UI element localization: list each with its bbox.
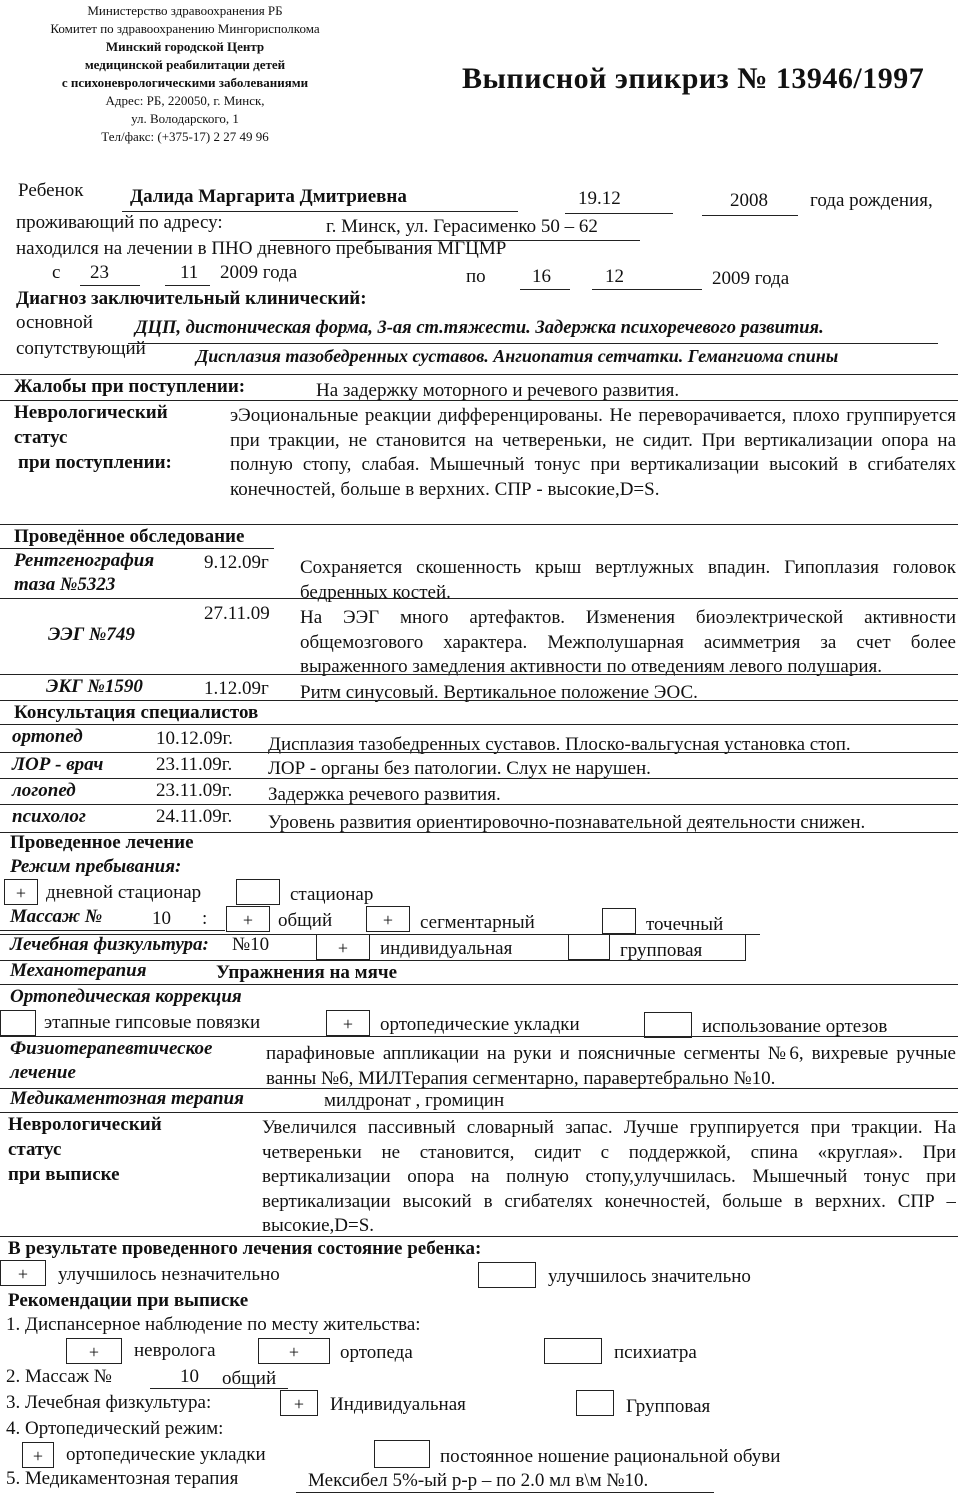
phone-line: Тел/факс: (+375-17) 2 27 49 96 bbox=[101, 129, 269, 144]
from-year: 2009 года bbox=[220, 262, 298, 283]
main-diagnosis-label: основной bbox=[16, 312, 93, 333]
neuro-out-label-1: Неврологический bbox=[8, 1114, 162, 1135]
result-heading: В результате проведенного лечения состояние ребенка: bbox=[8, 1238, 482, 1259]
rec-lfk-ind-label: Индивидуальная bbox=[330, 1394, 466, 1415]
consult-text-ent: ЛОР - органы без патологии. Слух не нарушен. bbox=[268, 758, 651, 779]
massage-label: Массаж № bbox=[10, 906, 103, 927]
xray-text: Сохраняется скошенность крыш вертлужных впадин. Гипоплазия головок бедренных костей. bbox=[300, 557, 956, 603]
recs-heading: Рекомендации при выписке bbox=[8, 1290, 249, 1311]
neuro-out-label-3: при выписке bbox=[8, 1164, 120, 1185]
treatment-line: находился на лечении в ПНО дневного пребывания МГЦМР bbox=[16, 238, 507, 259]
inpatient-checkbox[interactable] bbox=[236, 879, 280, 905]
rec-shoes-checkbox[interactable] bbox=[374, 1440, 430, 1468]
document-title: Выписной эпикриз № 13946/1997 bbox=[462, 62, 925, 95]
ortho-cast-label: этапные гипсовые повязки bbox=[44, 1012, 261, 1033]
from-day: 23 bbox=[90, 262, 109, 283]
ortho-lay-label: ортопедические укладки bbox=[380, 1014, 580, 1035]
lfk-individual-label: индивидуальная bbox=[380, 938, 513, 959]
ministry-line: Министерство здравоохранения РБ bbox=[87, 3, 283, 18]
diagnosis-heading: Диагноз заключительный клинический: bbox=[16, 288, 367, 309]
consult-date-speech: 23.11.09г. bbox=[156, 780, 233, 801]
patient-address: г. Минск, ул. Герасименко 50 – 62 bbox=[326, 216, 598, 237]
dob-suffix: года рождения, bbox=[810, 190, 933, 211]
rec-2-type: общий bbox=[222, 1368, 277, 1389]
patient-name: Далида Маргарита Дмитриевна bbox=[130, 186, 407, 207]
complaints-label: Жалобы при поступлении: bbox=[14, 376, 246, 397]
eeg-text: На ЭЭГ много артефактов. Изменения биоэлектрической активности общемозгового характера. Межполушарная асимметрия за счет более выраженного замедления активности по отведениям левого полушария. bbox=[300, 607, 956, 677]
rec-4: 4. Ортопедический режим: bbox=[6, 1418, 224, 1439]
massage-colon: : bbox=[202, 908, 208, 929]
consult-text-ortho: Дисплазия тазобедренных суставов. Плоско-вальгусная установка стоп. bbox=[268, 734, 851, 755]
rec-ortho-label: ортопеда bbox=[340, 1342, 413, 1363]
consult-date-ent: 23.11.09г. bbox=[156, 754, 233, 775]
physio-label-1: Физиотерапевтическое bbox=[10, 1038, 213, 1059]
mechanotherapy-label: Механотерапия bbox=[10, 960, 147, 981]
from-label: с bbox=[52, 262, 61, 283]
consult-text-speech: Задержка речевого развития. bbox=[268, 784, 501, 805]
consult-spec-ent: ЛОР - врач bbox=[12, 754, 104, 775]
xray-label-2: таза №5323 bbox=[14, 574, 116, 595]
rec-2: 2. Массаж № bbox=[6, 1366, 112, 1387]
medication-text: милдронат , громицин bbox=[324, 1090, 505, 1111]
ortho-lay-checkbox[interactable]: + bbox=[326, 1010, 370, 1036]
committee-line: Комитет по здравоохранению Мингорисполкома bbox=[50, 21, 320, 36]
xray-label-1: Рентгенография bbox=[14, 550, 155, 571]
consult-spec-psych: психолог bbox=[12, 806, 86, 827]
eeg-label: ЭЭГ №749 bbox=[48, 624, 135, 645]
medication-label: Медикаментозная терапия bbox=[10, 1088, 244, 1109]
main-diagnosis: ДЦП, дистоническая форма, 3-ая ст.тяжести. Задержка психоречевого развития. bbox=[135, 318, 824, 338]
massage-point-label: точечный bbox=[646, 914, 724, 935]
neuro-out-label-2: статус bbox=[8, 1139, 62, 1160]
massage-general-label: общий bbox=[278, 910, 333, 931]
to-day: 16 bbox=[532, 266, 551, 287]
rec-2-number: 10 bbox=[180, 1366, 199, 1387]
day-stay-label: дневной стационар bbox=[46, 882, 202, 903]
to-label: по bbox=[466, 266, 486, 287]
lfk-label: Лечебная физкультура: bbox=[10, 934, 209, 955]
ortho-orthosis-label: использование ортезов bbox=[702, 1016, 888, 1037]
rec-5: 5. Медикаментозная терапия bbox=[6, 1468, 239, 1489]
rec-lfk-group-checkbox[interactable] bbox=[576, 1390, 614, 1416]
ortho-orthosis-checkbox[interactable] bbox=[644, 1012, 692, 1038]
rec-shoes-label: постоянное ношение рациональной обуви bbox=[440, 1446, 781, 1467]
rec-lfk-group-label: Групповая bbox=[626, 1396, 711, 1417]
result-slight-label: улучшилось незначительно bbox=[58, 1264, 280, 1285]
rec-neuro-checkbox[interactable]: + bbox=[66, 1338, 122, 1364]
rec-psych-checkbox[interactable] bbox=[544, 1338, 602, 1364]
rec-lfk-ind-checkbox[interactable]: + bbox=[280, 1390, 318, 1416]
ortho-cast-checkbox[interactable] bbox=[0, 1010, 36, 1036]
lfk-group-label: групповая bbox=[620, 940, 703, 961]
rec-ortho-lay-checkbox[interactable]: + bbox=[22, 1442, 54, 1468]
rec-neuro-label: невролога bbox=[134, 1340, 216, 1361]
secondary-diagnosis-label: сопутствующий bbox=[16, 338, 146, 359]
ecg-date: 1.12.09г bbox=[204, 678, 269, 699]
massage-point-checkbox[interactable] bbox=[602, 908, 636, 934]
rec-ortho-lay-label: ортопедические укладки bbox=[66, 1444, 266, 1465]
center-line-2: медицинской реабилитации детей bbox=[84, 57, 286, 72]
lfk-number: №10 bbox=[232, 934, 270, 955]
massage-number: 10 bbox=[152, 908, 171, 929]
street-line: ул. Володарского, 1 bbox=[131, 111, 239, 126]
inpatient-label: стационар bbox=[290, 884, 374, 905]
treatment-heading: Проведенное лечение bbox=[10, 832, 194, 853]
result-significant-label: улучшилось значительно bbox=[548, 1266, 751, 1287]
dob-day: 19.12 bbox=[578, 188, 621, 209]
secondary-diagnosis: Дисплазия тазобедренных суставов. Ангиопатия сетчатки. Гемангиома спины bbox=[196, 346, 839, 366]
rec-5-text: Мексибел 5%-ый р-р – по 2.0 мл в\м №10. bbox=[308, 1470, 649, 1491]
consult-spec-ortho: ортопед bbox=[12, 726, 83, 747]
neuro-in-text: эЭоциональные реакции дифференцированы. Не переворачивается, плохо группируется при тракции, не становится на четвереньки, не сидит. При вертикализации опора на полную стопу, слабая. Мышечный тонус при вертикализации высокий в сгибателях конечностей, больше в верхних. СПР - высокие,D=S. bbox=[230, 405, 956, 500]
massage-seg-label: сегментарный bbox=[420, 912, 535, 933]
eeg-date: 27.11.09 bbox=[204, 603, 270, 624]
rec-3: 3. Лечебная физкультура: bbox=[6, 1392, 212, 1413]
result-significant-checkbox[interactable] bbox=[478, 1262, 536, 1288]
neuro-in-label-2: статус bbox=[14, 427, 68, 448]
xray-date: 9.12.09г bbox=[204, 552, 269, 573]
to-month: 12 bbox=[605, 266, 624, 287]
rec-psych-label: психиатра bbox=[614, 1342, 697, 1363]
consult-date-ortho: 10.12.09г. bbox=[156, 728, 233, 749]
ecg-label: ЭКГ №1590 bbox=[46, 676, 143, 697]
consult-heading: Консультация специалистов bbox=[14, 702, 259, 723]
dob-year: 2008 bbox=[730, 190, 768, 211]
lfk-group-checkbox[interactable] bbox=[568, 934, 610, 960]
physio-label-2: лечение bbox=[10, 1062, 76, 1083]
consult-date-psych: 24.11.09г. bbox=[156, 806, 233, 827]
exam-heading: Проведённое обследование bbox=[14, 526, 245, 547]
neuro-in-label-1: Неврологический bbox=[14, 402, 168, 423]
result-slight-checkbox[interactable]: + bbox=[0, 1260, 46, 1286]
day-stay-checkbox[interactable]: + bbox=[4, 879, 38, 905]
massage-seg-checkbox[interactable]: + bbox=[366, 906, 410, 932]
complaints-text: На задержку моторного и речевого развития. bbox=[316, 380, 680, 401]
mode-label: Режим пребывания: bbox=[10, 856, 182, 877]
consult-spec-speech: логопед bbox=[12, 780, 76, 801]
rec-ortho-checkbox[interactable]: + bbox=[258, 1338, 330, 1364]
massage-general-checkbox[interactable]: + bbox=[226, 906, 270, 932]
center-line: Минский городской Центр bbox=[105, 39, 265, 54]
rec-1: 1. Диспансерное наблюдение по месту жительства: bbox=[6, 1314, 421, 1335]
physio-text: парафиновые аппликации на руки и поясничные сегменты №6, вихревые ручные ванны №6, МИЛТерапия сегментарно, паравертебрально №10. bbox=[266, 1043, 956, 1089]
address-label: проживающий по адресу: bbox=[16, 212, 223, 233]
ortho-correction-label: Ортопедическая коррекция bbox=[10, 986, 242, 1007]
mechanotherapy-text: Упражнения на мяче bbox=[216, 962, 398, 983]
neuro-out-text: Увеличился пассивный словарный запас. Лучше группируется при тракции. На четвереньки не становится, сидит с поддержкой, спина «круглая». При вертикализации опора на полную стопу,улучшилась. Мышечный тонус при вертикализации высокий в сгибателях конечностей, больше в верхних. СПР – высокие,D=S. bbox=[262, 1117, 956, 1236]
lfk-individual-checkbox[interactable]: + bbox=[316, 934, 370, 960]
institution-header bbox=[10, 2, 360, 146]
consult-text-psych: Уровень развития ориентировочно-познавательной деятельности снижен. bbox=[268, 812, 866, 833]
neuro-in-label-3: при поступлении: bbox=[18, 452, 172, 473]
ecg-text: Ритм синусовый. Вертикальное положение ЭОС. bbox=[300, 682, 698, 703]
to-year: 2009 года bbox=[712, 268, 790, 289]
address-line: Адрес: РБ, 220050, г. Минск, bbox=[105, 93, 265, 108]
child-label: Ребенок bbox=[18, 180, 84, 201]
from-month: 11 bbox=[180, 262, 199, 283]
center-line-3: с психоневрологическими заболеваниями bbox=[61, 75, 309, 90]
